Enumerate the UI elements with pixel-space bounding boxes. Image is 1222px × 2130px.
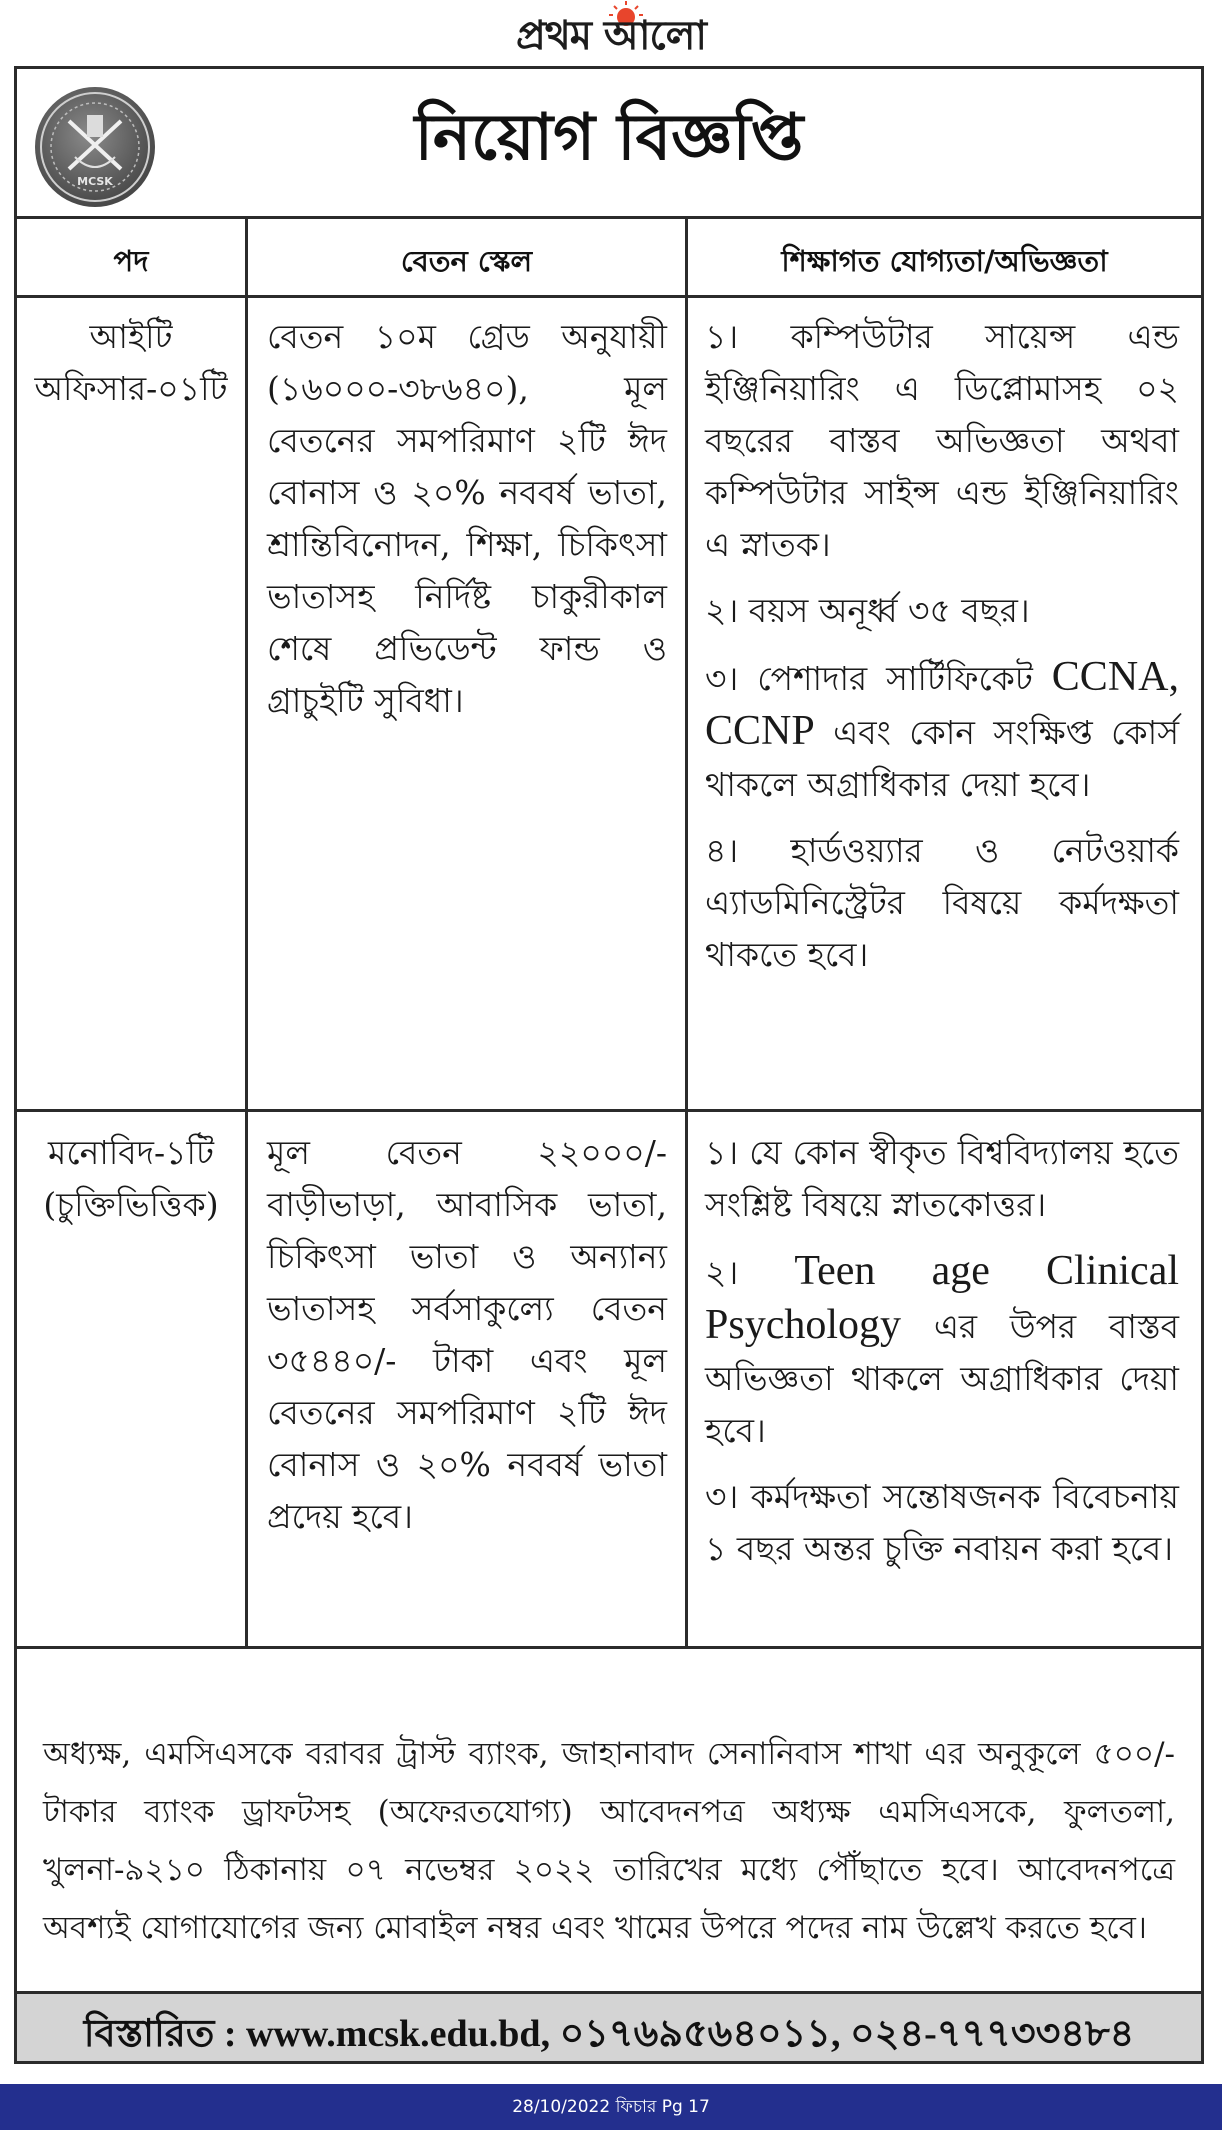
details-bar [17, 1991, 1201, 2061]
post-psychologist: মনোবিদ-১টি (চুক্তিভিত্তিক) [43, 1133, 219, 1224]
requirement-item: ১। কম্পিউটার সায়েন্স এন্ড ইঞ্জিনিয়ারিং এ ডিপ্লোমাসহ ০২ বছরের বাস্তব অভিজ্ঞতা অথবা কম্পিউটার সাইন্স এন্ড ইঞ্জিনিয়ারিং এ স্নাতক। [705, 317, 1179, 564]
column-header-salary: বেতন স্কেল [400, 244, 533, 278]
requirement-item: ২। Teen age Clinical Psychology এর উপর বাস্তব অভিজ্ঞতা থাকলে অগ্রাধিকার দেয়া হবে। [705, 1248, 1180, 1450]
requirement-item: ২। বয়স অনূর্ধ্ব ৩৫ বছর। [705, 591, 1030, 630]
title-row [17, 69, 1201, 219]
column-divider [685, 216, 688, 1648]
header-divider [17, 295, 1201, 298]
requirement-item: ৩। কর্মদক্ষতা সন্তোষজনক বিবেচনায় ১ বছর অন্তর চুক্তি নবায়ন করা হবে। [705, 1477, 1179, 1568]
newspaper-name: প্রথম আলো [515, 13, 707, 59]
salary-psychologist: মূল বেতন ২২০০০/- বাড়ীভাড়া, আবাসিক ভাতা, চিকিৎসা ভাতা ও অন্যান্য ভাতাসহ সর্বসাকুল্যে বেতন ৩৫৪৪০/- টাকা এবং মূল বেতনের সমপরিমাণ ২টি ঈদ বোনাস ও ২০% নববর্ষ ভাতা প্রদেয় হবে। [267, 1133, 667, 1536]
requirements-it-officer [705, 311, 1179, 995]
logo-label: MCSK [77, 175, 113, 188]
requirement-item: ১। যে কোন স্বীকৃত বিশ্ববিদ্যালয় হতে সংশ্লিষ্ট বিষয়ে স্নাতকোত্তর। [705, 1133, 1179, 1224]
page-footer: 28/10/2022 ফিচার Pg 17 [0, 2084, 1222, 2130]
table-bottom-border [17, 1646, 1201, 1649]
masthead [0, 0, 1222, 62]
post-it-officer: আইটি অফিসার-০১টি [34, 317, 228, 408]
salary-it-officer: বেতন ১০ম গ্রেড অনুযায়ী (১৬০০০-৩৮৬৪০), মূল বেতনের সমপরিমাণ ২টি ঈদ বোনাস ও ২০% নববর্ষ ভাতা, শ্রান্তিবিনোদন, শিক্ষা, চিকিৎসা ভাতাসহ নির্দিষ্ট চাকুরীকাল শেষে প্রভিডেন্ট ফান্ড ও গ্রাচুইটি সুবিধা। [267, 317, 667, 720]
column-header-qualification: শিক্ষাগত যোগ্যতা/অভিজ্ঞতা [781, 244, 1108, 278]
requirements-psychologist [705, 1127, 1179, 1589]
column-header-post: পদ [113, 244, 149, 278]
job-advertisement [14, 66, 1204, 2064]
page-title: নিয়োগ বিজ্ঞপ্তি [414, 100, 804, 175]
contact-details: বিস্তারিত : www.mcsk.edu.bd, ০১৭৬৯৫৬৪০১১, ০২৪-৭৭৭৩৩৪৮৪ [83, 2013, 1135, 2055]
column-divider [245, 216, 248, 1648]
requirement-item: ৩। পেশাদার সার্টিফিকেট CCNA, CCNP এবং কোন সংক্ষিপ্ত কোর্স থাকলে অগ্রাধিকার দেয়া হবে। [705, 654, 1179, 804]
requirement-item: ৪। হার্ডওয়্যার ও নেটওয়ার্ক এ্যাডমিনিস্ট্রেটর বিষয়ে কর্মদক্ষতা থাকতে হবে। [705, 831, 1179, 974]
row-divider [17, 1109, 1201, 1112]
application-notice: অধ্যক্ষ, এমসিএসকে বরাবর ট্রাস্ট ব্যাংক, জাহানাবাদ সেনানিবাস শাখা এর অনুকূলে ৫০০/- টাকার ব্যাংক ড্রাফটসহ (অফেরতযোগ্য) আবেদনপত্র অধ্যক্ষ এমসিএসকে, ফুলতলা, খুলনা-৯২১০ ঠিকানায় ০৭ নভেম্বর ২০২২ তারিখের মধ্যে পৌঁছাতে হবে। আবেদনপত্রে অবশ্যই যোগাযোগের জন্য মোবাইল নম্বর এবং খামের উপরে পদের নাম উল্লেখ করতে হবে। [43, 1736, 1175, 1946]
